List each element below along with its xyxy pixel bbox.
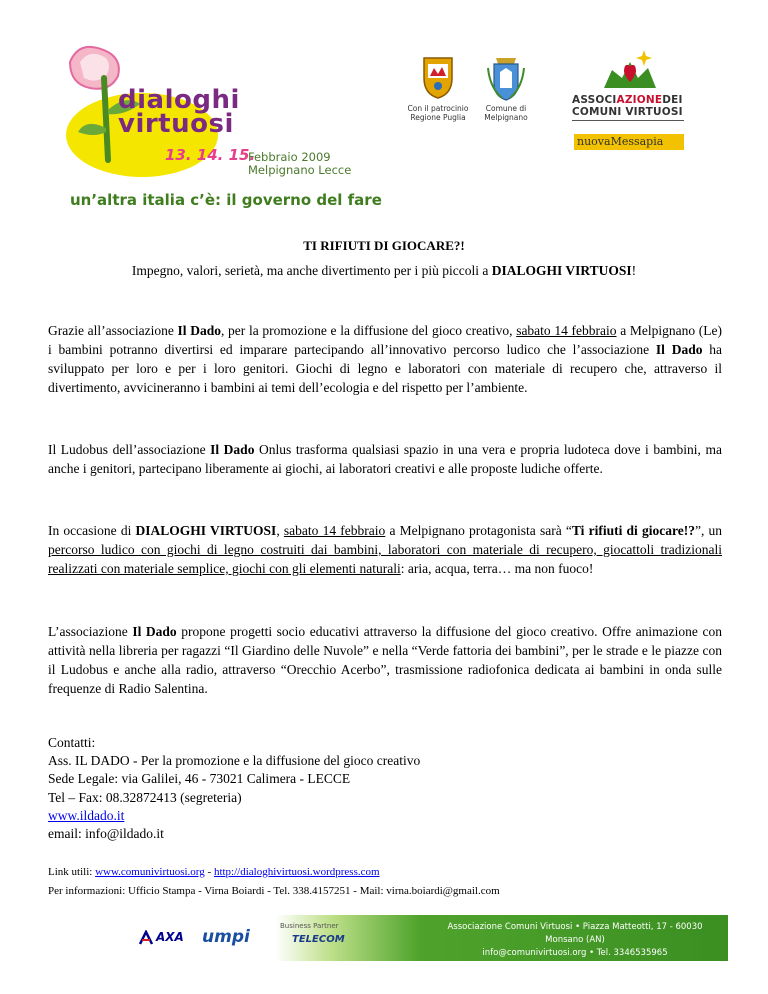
contacts-line3: Tel – Fax: 08.32872413 (segreteria)	[48, 789, 242, 805]
p3-text: ,	[276, 523, 284, 538]
nuova-messapia-logo: nuovaMessapia	[574, 134, 684, 150]
p1-text: a Melpignano (Le) i bambini potranno divertirsi ed imparare partecipando all’innovativo percorso ludico che l’associazione	[48, 323, 723, 357]
contacts-heading: Contatti:	[48, 735, 96, 750]
subtitle-pre: Impegno, valori, serietà, ma anche divertimento per i più piccoli a	[131, 263, 492, 278]
subtitle-bold: DIALOGHI VIRTUOSI	[491, 263, 632, 278]
assoc-line1	[572, 94, 683, 106]
logo-title-line1: dialoghi	[118, 85, 240, 115]
patron-regione-puglia	[402, 104, 474, 122]
logo-place-line1: Febbraio 2009	[248, 150, 331, 164]
patron2-line2: Melpignano	[484, 113, 528, 122]
p2-text: Onlus trasforma qualsiasi spazio in una vera e propria ludoteca dove i bambini, ma anche i genitori, partecipano liberamente ai giochi, ai laboratori creativi e alle proposte ludiche offerte.	[48, 442, 722, 476]
p4-text: propone progetti socio educativi attraverso la diffusione del gioco creativo. Offre animazione con attività nella libreria per ragazzi “Il Giardino delle Nuvole” e nella “Verde fattoria dei bambini”, per le strade e le piazze con il Ludobus e anche alla radio, attraverso “Orecchio Acerbo”, trasmissione radiofonica dedicata ai bambini in onda sulle frequenze di Radio Salentina.	[48, 624, 722, 696]
p4-il-dado: Il Dado	[132, 624, 177, 639]
comunivirtuosi-link[interactable]: www.comunivirtuosi.org	[95, 866, 205, 878]
comune-melpignano-crest-icon	[484, 54, 528, 102]
patron1-line1: Con il patrocinio	[407, 104, 469, 113]
patron2-line1: Comune di	[485, 104, 527, 113]
p4-text: L’associazione	[48, 624, 133, 639]
links-label: Link utili:	[48, 866, 96, 878]
paragraph-4	[48, 622, 722, 698]
p1-il-dado: Il Dado	[177, 323, 221, 338]
p3-date: sabato 14 febbraio	[283, 523, 386, 538]
assoc-line1-pre: ASSOCI	[572, 94, 617, 106]
dialoghivirtuosi-link[interactable]: http://dialoghivirtuosi.wordpress.com	[213, 866, 380, 878]
logo-title	[118, 85, 240, 139]
p3-text: ”, un	[694, 523, 723, 538]
document-title: TI RIFIUTI DI GIOCARE?!	[303, 238, 465, 253]
assoc-line1-post: DEI	[662, 94, 683, 106]
paragraph-3	[48, 521, 722, 578]
p2-il-dado: Il Dado	[210, 442, 255, 457]
press-info: Per informazioni: Ufficio Stampa - Virna Boiardi - Tel. 338.4157251 - Mail: virna.boiardi@gmail.com	[48, 885, 500, 897]
p3-event-name: Ti rifiuti di giocare!?	[571, 523, 695, 538]
footer-address-line1: Associazione Comuni Virtuosi • Piazza Matteotti, 17 - 60030 Monsano (AN)	[447, 922, 703, 945]
logo-place-line2: Melpignano Lecce	[248, 163, 352, 177]
footer-address	[430, 921, 720, 960]
logo-title-line2: virtuosi	[118, 109, 234, 139]
assoc-divider	[572, 120, 684, 121]
telecom-logo: TELECOM	[292, 934, 345, 945]
paragraph-1	[48, 321, 722, 397]
regione-puglia-emblem-icon	[420, 52, 456, 100]
patron-comune-melpignano	[476, 104, 536, 122]
contacts-line2: Sede Legale: via Galilei, 46 - 73021 Calimera - LECCE	[48, 771, 351, 787]
logo-dates: 13. 14. 15.	[165, 146, 256, 164]
p3-dialoghi-virtuosi: DIALOGHI VIRTUOSI	[135, 523, 277, 538]
p1-text: , per la promozione e la diffusione del gioco creativo,	[221, 323, 517, 338]
p3-text: In occasione di	[48, 523, 136, 538]
umpi-logo: umpi	[202, 927, 250, 947]
contacts-block	[48, 734, 420, 843]
contacts-line1: Ass. IL DADO - Per la promozione e la diffusione del gioco creativo	[48, 753, 421, 769]
axa-logo: AXA	[156, 930, 184, 944]
links-separator: -	[204, 866, 214, 878]
subtitle-post: !	[631, 263, 637, 278]
comuni-virtuosi-logo-icon	[598, 48, 662, 92]
associazione-comuni-virtuosi	[572, 94, 683, 118]
p3-text: : aria, acqua, terra… ma non fuoco!	[400, 561, 594, 576]
p1-text: ha sviluppato per loro e per i loro genitori. Giochi di legno e laboratori con materiale di recupero che, attraverso il divertimento, avvicineranno i bambini ai temi dell’ecologia e del rispetto per l’ambiente.	[48, 342, 722, 395]
contacts-email: email: info@ildado.it	[48, 826, 164, 842]
paragraph-2	[48, 440, 722, 478]
logo-place	[248, 151, 351, 177]
footer-address-line2: info@comunivirtuosi.org • Tel. 3346535965	[482, 948, 668, 958]
p3-activities: percorso ludico con giochi di legno costruiti dai bambini, laboratori con materiale di recupero, giocattoli tradizionali realizzati con materiale semplice, giochi con gli elementi naturali	[48, 542, 722, 576]
p2-text: Il Ludobus dell’associazione	[48, 442, 211, 457]
patron1-line2: Regione Puglia	[410, 113, 466, 122]
assoc-line1-red: AZIONE	[616, 94, 663, 106]
tagline: un’altra italia c’è: il governo del fare	[70, 191, 382, 209]
p1-date: sabato 14 febbraio	[516, 323, 617, 338]
p3-text: a Melpignano protagonista sarà “	[385, 523, 572, 538]
p1-il-dado: Il Dado	[655, 342, 703, 357]
website-link[interactable]: www.ildado.it	[48, 807, 125, 823]
p1-text: Grazie all’associazione	[48, 323, 178, 338]
assoc-line2: COMUNI VIRTUOSI	[572, 106, 683, 118]
useful-links	[48, 866, 380, 878]
document-subtitle	[0, 263, 768, 279]
business-partner-label: Business Partner	[280, 922, 339, 930]
axa-logo-icon	[138, 930, 154, 946]
footer-banner	[42, 915, 728, 961]
